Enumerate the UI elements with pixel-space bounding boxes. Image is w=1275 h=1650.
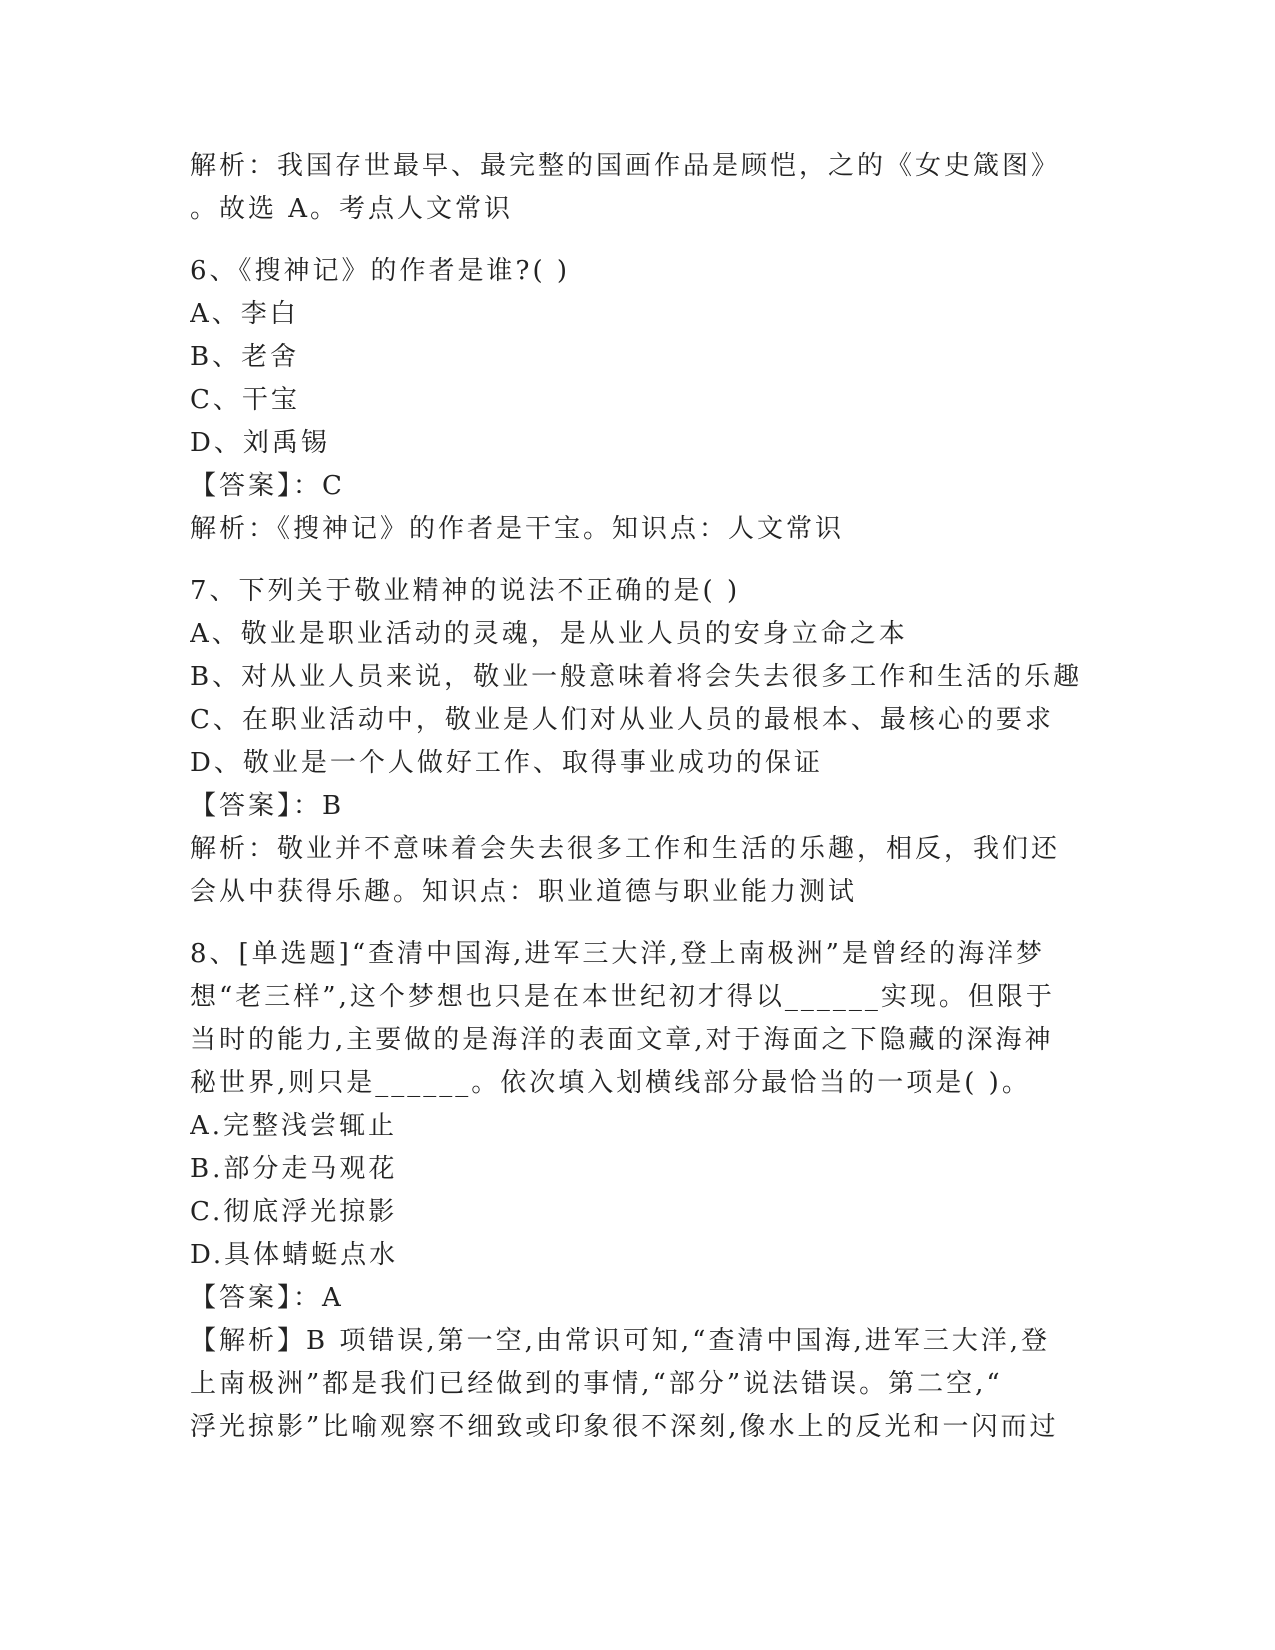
option-c: C.彻底浮光掠影 xyxy=(190,1197,398,1227)
option-c: C、在职业活动中，敬业是人们对从业人员的最根本、最核心的要求 xyxy=(190,705,1054,735)
answer: 【答案】：C xyxy=(190,471,345,501)
question-text-line: 当时的能力,主要做的是海洋的表面文章,对于海面之下隐藏的深海神 xyxy=(190,1025,1054,1055)
option-c: C、干宝 xyxy=(190,385,300,415)
analysis-line: 解析：我国存世最早、最完整的国画作品是顾恺，之的《女史箴图》 xyxy=(190,151,1061,181)
question-text-line: 想“老三样”,这个梦想也只是在本世纪初才得以______实现。但限于 xyxy=(190,982,1055,1012)
option-a: A、李白 xyxy=(190,299,299,329)
analysis-line: 上南极洲”都是我们已经做到的事情,“部分”说法错误。第二空,“ xyxy=(190,1369,1003,1399)
option-a: A.完整浅尝辄止 xyxy=(190,1111,398,1141)
option-b: B.部分走马观花 xyxy=(190,1154,398,1184)
analysis-line: 浮光掠影”比喻观察不细致或印象很不深刻,像水上的反光和一闪而过 xyxy=(190,1412,1059,1442)
option-d: D.具体蜻蜓点水 xyxy=(190,1240,399,1270)
option-b: B、对从业人员来说，敬业一般意味着将会失去很多工作和生活的乐趣 xyxy=(190,662,1083,692)
document-page xyxy=(190,145,1090,1449)
option-d: D、敬业是一个人做好工作、取得事业成功的保证 xyxy=(190,748,823,778)
question-text-line: 秘世界,则只是______。依次填入划横线部分最恰当的一项是( )。 xyxy=(190,1068,1031,1098)
analysis-line: 会从中获得乐趣。知识点：职业道德与职业能力测试 xyxy=(190,877,858,907)
question-text: 7、下列关于敬业精神的说法不正确的是( ) xyxy=(190,576,741,606)
analysis-line: 。故选 A。考点人文常识 xyxy=(190,194,514,224)
question-text-line: 8、[单选题]“查清中国海,进军三大洋,登上南极洲”是曾经的海洋梦 xyxy=(190,939,1045,969)
option-b: B、老舍 xyxy=(190,342,300,372)
analysis-line: 解析：敬业并不意味着会失去很多工作和生活的乐趣，相反，我们还 xyxy=(190,834,1061,864)
option-a: A、敬业是职业活动的灵魂，是从业人员的安身立命之本 xyxy=(190,619,908,649)
option-d: D、刘禹锡 xyxy=(190,428,330,458)
question-7 xyxy=(190,570,1090,914)
answer: 【答案】：B xyxy=(190,791,345,821)
analysis-line: 【解析】B 项错误,第一空,由常识可知,“查清中国海,进军三大洋,登 xyxy=(190,1326,1050,1356)
question-text: 6、《搜神记》的作者是谁?( ) xyxy=(190,256,571,286)
question-8 xyxy=(190,933,1090,1449)
analysis-line: 解析：《搜神记》的作者是干宝。知识点：人文常识 xyxy=(190,514,845,544)
question-6 xyxy=(190,250,1090,551)
q5-analysis xyxy=(190,145,1090,231)
answer: 【答案】：A xyxy=(190,1283,344,1313)
